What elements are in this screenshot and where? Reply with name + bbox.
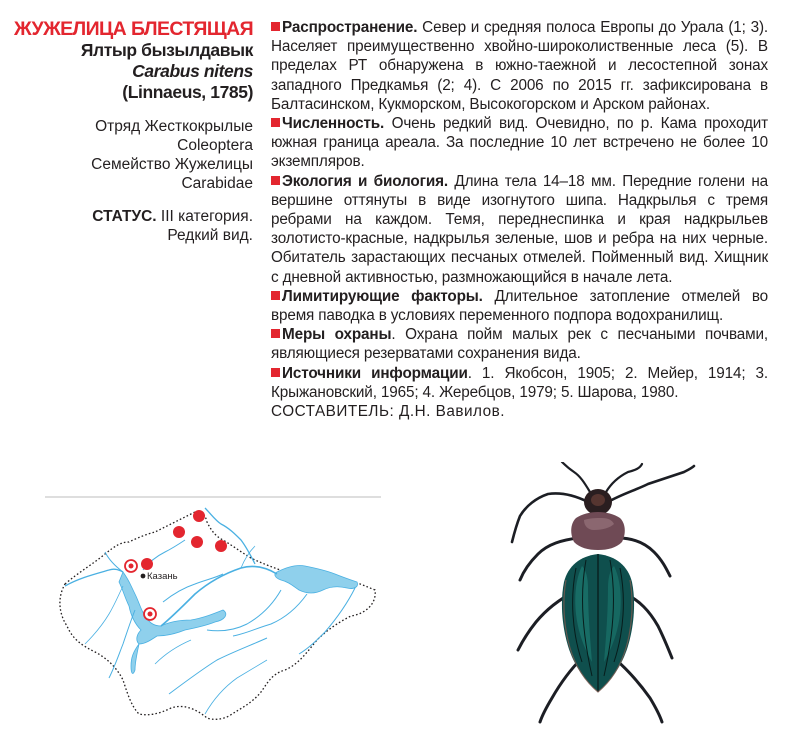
city-label-kazan: Казань — [147, 571, 178, 582]
section-body: . 1. Якобсон, 1905; 2. Мейер, 1914; 3. Крыжановский, 1965; 4. Жеребцов, 1979; 5. Шарова, 1980. — [271, 364, 768, 401]
section-body: Очень редкий вид. Очевидно, по р. Кама проходит южная граница ареала. За последние 10 лет встречено не более 10 экземпляров. — [271, 115, 768, 171]
section-sources — [271, 364, 768, 402]
compiler-line: СОСТАВИТЕЛЬ: Д.Н. Вавилов. — [271, 403, 506, 421]
river-bolshoy-cheremshan — [169, 638, 267, 694]
order-ru: Отряд Жесткокрылые — [95, 118, 253, 135]
section-heading: Меры охраны — [282, 326, 392, 344]
bullet-square-icon — [271, 176, 280, 185]
status-description: Редкий вид. — [167, 227, 253, 244]
river-tributary-north — [241, 546, 255, 568]
reservoir-nizhnekamsk — [275, 565, 358, 593]
river-utka — [155, 640, 191, 664]
section-heading: Лимитирующие факторы. — [282, 287, 483, 305]
species-name-tatar: Ялтыр бызылдавык — [80, 40, 253, 60]
record-dot — [193, 510, 205, 522]
section-limiting — [271, 287, 768, 325]
bullet-square-icon — [271, 118, 280, 127]
record-dot — [215, 540, 227, 552]
description-text — [271, 18, 768, 421]
family-lat: Carabidae — [181, 175, 253, 192]
section-body: Длина тела 14–18 мм. Передние голени на вершине оттянуты в виде изогнутого шипа. Надкрылья с тремя ребрами на каждом. Темя, переднеспинка и края надкрыльев золотисто-красные, надкрылья зеленые, шов и ребра на них черные. Обитатель зарастающих песчаных отмелей. Пойменный вид. Хищник с дневной активностью, размножающийся в начале лета. — [271, 172, 768, 286]
section-body: Север и средняя полоса Европы до Урала (1; 3). Населяет преимущественно хвойно-широколиственные леса (5). В пределах РТ обнаружена в южно-таежной и лесостепной зонах западного Предкамья (2; 4). С 2006 по 2015 гг. зафиксирована в Балтасинском, Кукморском, Высокогорском и Арском районах. — [271, 19, 768, 113]
record-ring-icon — [144, 608, 156, 620]
section-distribution — [271, 18, 768, 114]
bullet-square-icon — [271, 291, 280, 300]
bullet-square-icon — [271, 329, 280, 338]
status-block — [0, 207, 253, 245]
status-category: III категория. — [156, 208, 253, 225]
taxonomy-block — [0, 117, 253, 193]
beetle-leg — [614, 658, 662, 722]
beetle-illustration — [490, 462, 705, 724]
section-heading: Распространение. — [282, 19, 418, 36]
bullet-square-icon — [271, 368, 280, 377]
river-ik — [299, 588, 355, 654]
order-lat: Coleoptera — [177, 137, 253, 154]
section-body: Длительное затопление отмелей во время паводка в условиях переменного подпора водохранилищ. — [271, 287, 768, 325]
species-header — [0, 18, 253, 245]
section-ecology — [271, 172, 768, 287]
species-author: (Linnaeus, 1785) — [122, 82, 253, 102]
record-dot — [173, 526, 185, 538]
section-abundance — [271, 114, 768, 172]
beetle-pronotum — [571, 512, 625, 550]
record-dot — [141, 558, 153, 570]
river-tributary-sw — [85, 586, 123, 644]
beetle-antenna — [608, 466, 694, 502]
species-name-latin: Carabus nitens — [132, 61, 253, 81]
section-heading: Экология и биология. — [282, 172, 448, 190]
beetle-head-sheen — [591, 494, 605, 506]
city-marker-icon — [141, 574, 146, 579]
family-ru: Семейство Жужелицы — [91, 156, 253, 173]
section-protection — [271, 325, 768, 363]
distribution-map — [45, 494, 385, 724]
record-ring-icon — [125, 560, 137, 572]
section-heading: Источники информации — [282, 364, 468, 382]
beetle-leg — [540, 658, 582, 722]
section-heading: Численность. — [282, 115, 385, 133]
record-dot — [191, 536, 203, 548]
river-volga-north — [65, 569, 123, 586]
status-label: СТАТУС. — [92, 208, 157, 225]
reservoir-volga-south — [131, 644, 139, 673]
species-name-ru: ЖУЖЕЛИЦА БЛЕСТЯЩАЯ — [14, 18, 253, 40]
river-zai — [233, 594, 307, 636]
bullet-square-icon — [271, 22, 280, 31]
river-kondurcha — [205, 660, 267, 714]
beetle-antenna — [562, 462, 590, 492]
section-body: . Охрана пойм малых рек с песчаными почвами, являющиеся резерватами сохранения вида. — [271, 326, 768, 363]
